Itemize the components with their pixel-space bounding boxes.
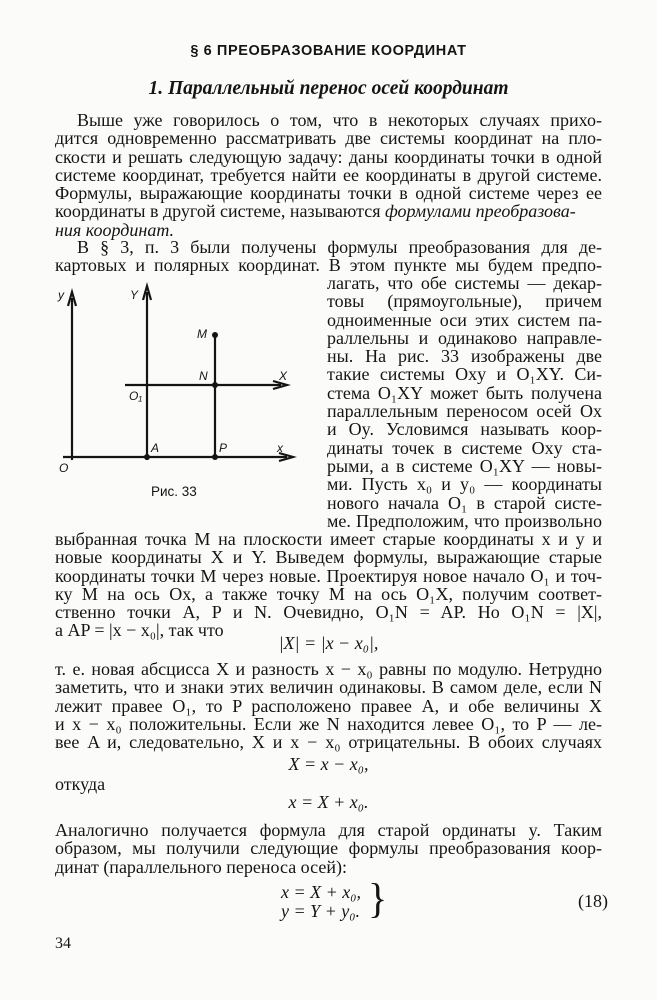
text-line: и Oy. Условимся называть коор- bbox=[327, 419, 602, 440]
equation-number: (18) bbox=[578, 891, 608, 911]
label-x: x bbox=[277, 441, 283, 455]
text-line: выбранная точка M на плоскости имеет старые координаты x и y и bbox=[55, 529, 602, 549]
text-line: стема O₁XY может быть получена bbox=[327, 382, 602, 403]
text-line: координаты точки M через новые. Проектируя новое начало O₁ и точ- bbox=[55, 565, 602, 586]
system-line-2: y = Y + y₀. bbox=[281, 901, 361, 921]
text-line: откуда bbox=[55, 774, 106, 794]
text-line bbox=[55, 202, 602, 220]
label-Y: Y bbox=[130, 288, 139, 302]
figure-33 bbox=[55, 280, 317, 480]
text-line: ку M на ось Ox, а также точку M на ось O₁X, получим соответ- bbox=[55, 583, 602, 604]
text-line: заметить, что и знаки этих величин одинаковы. В самом деле, если N bbox=[55, 677, 602, 698]
text-line: картовых и полярных координат. В этом пункте мы будем предпо- bbox=[55, 255, 602, 276]
text-line: В § 3, п. 3 были получены формулы преобразования для де- bbox=[77, 237, 602, 257]
text-line: одноименные оси этих систем па- bbox=[327, 309, 602, 330]
text-line: ственно точки A, P и N. Очевидно, O₁N = AP. Но O₁N = |X|, bbox=[55, 602, 602, 623]
word-whence bbox=[55, 775, 255, 793]
subsection-heading: 1. Параллельный перенос осей координат bbox=[148, 78, 509, 99]
text-fragment: координаты в другой системе, называются bbox=[55, 201, 385, 222]
page-number: 34 bbox=[55, 935, 71, 952]
text-line: скости и решать следующую задачу: даны координаты точки в одной bbox=[55, 146, 602, 167]
text-line: вее A и, следовательно, X и x − x₀ отрицательны. В обоих случаях bbox=[55, 732, 602, 753]
text-line: Формулы, выражающие координаты точки в одной системе через ее bbox=[55, 183, 602, 204]
paragraph-2 bbox=[55, 238, 602, 275]
text-line: параллельным переносом осей Ox bbox=[327, 401, 602, 422]
label-N: N bbox=[199, 369, 208, 383]
term-italic: ния координат. bbox=[55, 219, 175, 240]
wrapped-text bbox=[327, 274, 602, 530]
paragraph-continuation bbox=[55, 530, 602, 640]
text-line: лагать, что обе системы — декар- bbox=[327, 273, 602, 293]
text-line: раллельны и одинаково направле- bbox=[327, 327, 602, 348]
label-y: y bbox=[58, 288, 64, 302]
paragraph-final bbox=[55, 821, 602, 876]
point-M bbox=[212, 332, 218, 338]
text-line: ми. Пусть x₀ и y₀ — координаты bbox=[327, 474, 602, 495]
label-O1: O₁ bbox=[129, 389, 143, 403]
formula-abs: |X| = |x − x₀|, bbox=[278, 633, 379, 653]
label-X: X bbox=[279, 369, 288, 383]
label-A: A bbox=[151, 441, 160, 455]
figure-caption: Рис. 33 bbox=[151, 484, 197, 499]
text-line: т. е. новая абсцисса X и разность x − x₀ равны по модулю. Нетрудно bbox=[55, 659, 602, 679]
system-line-1: x = X + x₀, bbox=[281, 882, 362, 902]
label-M: M bbox=[197, 327, 207, 341]
text-line: рыми, а в системе O₁XY — новы- bbox=[327, 455, 602, 476]
point-A bbox=[144, 454, 150, 460]
text-line: Аналогично получается формула для старой ординаты y. Таким bbox=[55, 820, 602, 840]
term-italic: формулами преобразова- bbox=[384, 201, 576, 222]
label-P: P bbox=[219, 441, 228, 455]
text-line: такие системы Oxy и O₁XY. Си- bbox=[327, 364, 602, 385]
text-line: новые координаты X и Y. Выведем формулы, выражающие старые bbox=[55, 547, 602, 568]
section-heading: § 6 ПРЕОБРАЗОВАНИЕ КООРДИНАТ bbox=[190, 43, 467, 59]
point-P bbox=[212, 454, 218, 460]
text-line: и x − x₀ положительны. Если же N находится левее O₁, то P — ле- bbox=[55, 713, 602, 734]
text-line: ны. На рис. 33 изображены две bbox=[327, 346, 602, 367]
text-line: а AP = |x − x₀|, так что bbox=[55, 620, 224, 641]
intro-paragraph bbox=[55, 111, 602, 239]
formula-X: X = x − x₀, bbox=[288, 754, 369, 774]
text-line: лежит правее O₁, то P расположено правее A, и обе величины X bbox=[55, 695, 602, 716]
text-line: Выше уже говорилось о том, что в некоторых случаях прихо- bbox=[77, 110, 602, 130]
label-O: O bbox=[59, 461, 69, 475]
formula-x: x = X + x₀. bbox=[288, 792, 369, 812]
paragraph-signs bbox=[55, 660, 602, 751]
text-line: дится одновременно рассматривать две системы координат на пло- bbox=[55, 128, 602, 149]
text-line: динат (параллельного переноса осей): bbox=[55, 856, 347, 877]
text-line: динаты точек в системе Oxy ста- bbox=[327, 437, 602, 458]
text-line: ме. Предположим, что произвольно bbox=[327, 510, 602, 531]
text-line: образом, мы получили следующие формулы преобразования коор- bbox=[55, 838, 602, 859]
text-line: системе координат, требуется найти ее координаты в другой системе. bbox=[55, 164, 602, 185]
text-line: товы (прямоугольные), причем bbox=[327, 291, 602, 312]
text-line: нового начала O₁ в старой систе- bbox=[327, 492, 602, 513]
right-brace: } bbox=[368, 874, 388, 923]
point-N bbox=[212, 382, 218, 388]
